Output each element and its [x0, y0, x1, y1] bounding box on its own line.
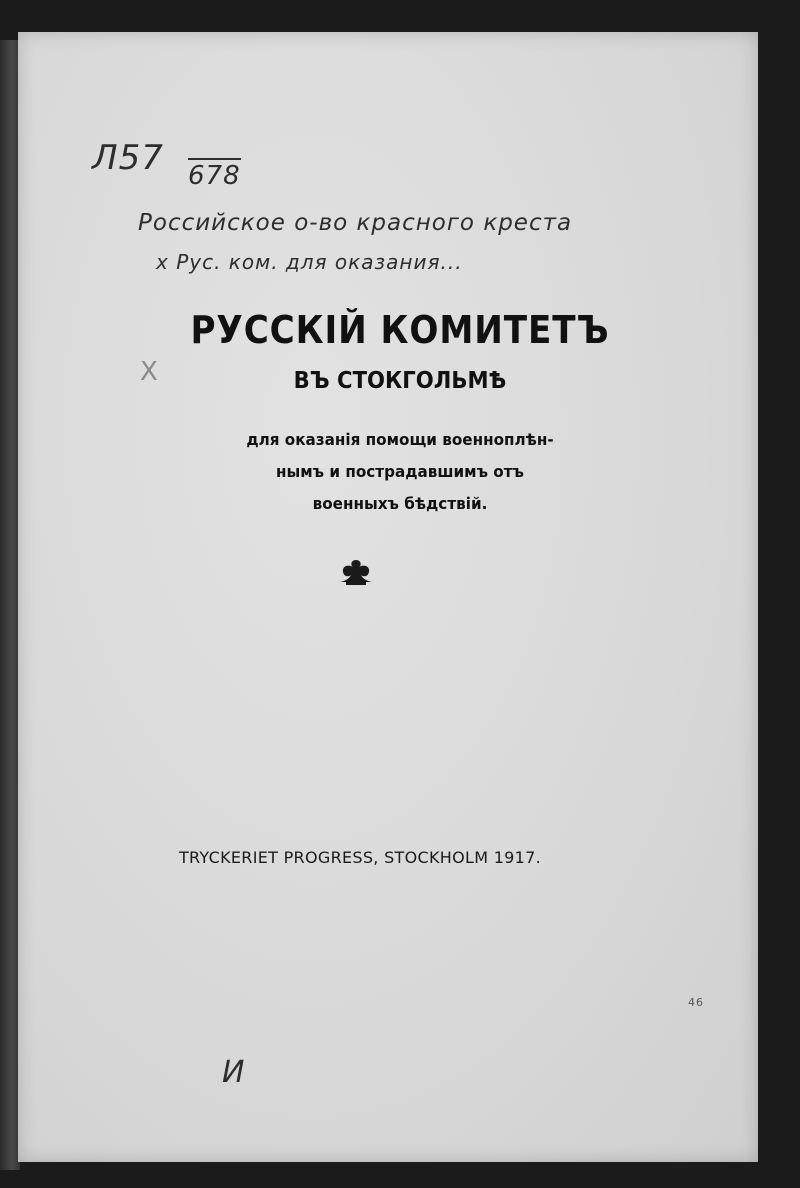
handwritten-bottom-mark: И — [222, 1055, 246, 1090]
book-spine-edge — [0, 40, 20, 1170]
book-description — [20, 424, 780, 520]
description-line-2: нымъ и пострадавшимъ отъ — [275, 462, 524, 481]
description-line-3: военныхъ бѣдствій. — [312, 494, 488, 513]
handwritten-note-line2: х Рус. ком. для оказания... — [156, 250, 463, 274]
handwritten-x-mark: Х — [140, 357, 159, 387]
title-page — [18, 32, 758, 1162]
handwritten-call-number-sub: 678 — [188, 158, 241, 190]
book-subtitle: ВЪ СТОКГОЛЬМѢ — [293, 368, 507, 394]
small-pencil-mark: 46 — [688, 996, 704, 1009]
description-line-1: для оказанія помощи военноплѣн- — [246, 430, 554, 449]
handwritten-note-line1: Российское о-во красного креста — [138, 210, 573, 236]
imprint-line: TRYCKERIET PROGRESS, STOCKHOLM 1917. — [178, 848, 542, 867]
printer-ornament-icon — [336, 556, 376, 588]
book-title: РУССКІЙ КОМИТЕТЪ — [190, 308, 610, 352]
handwritten-call-number: Л57 — [92, 138, 164, 178]
